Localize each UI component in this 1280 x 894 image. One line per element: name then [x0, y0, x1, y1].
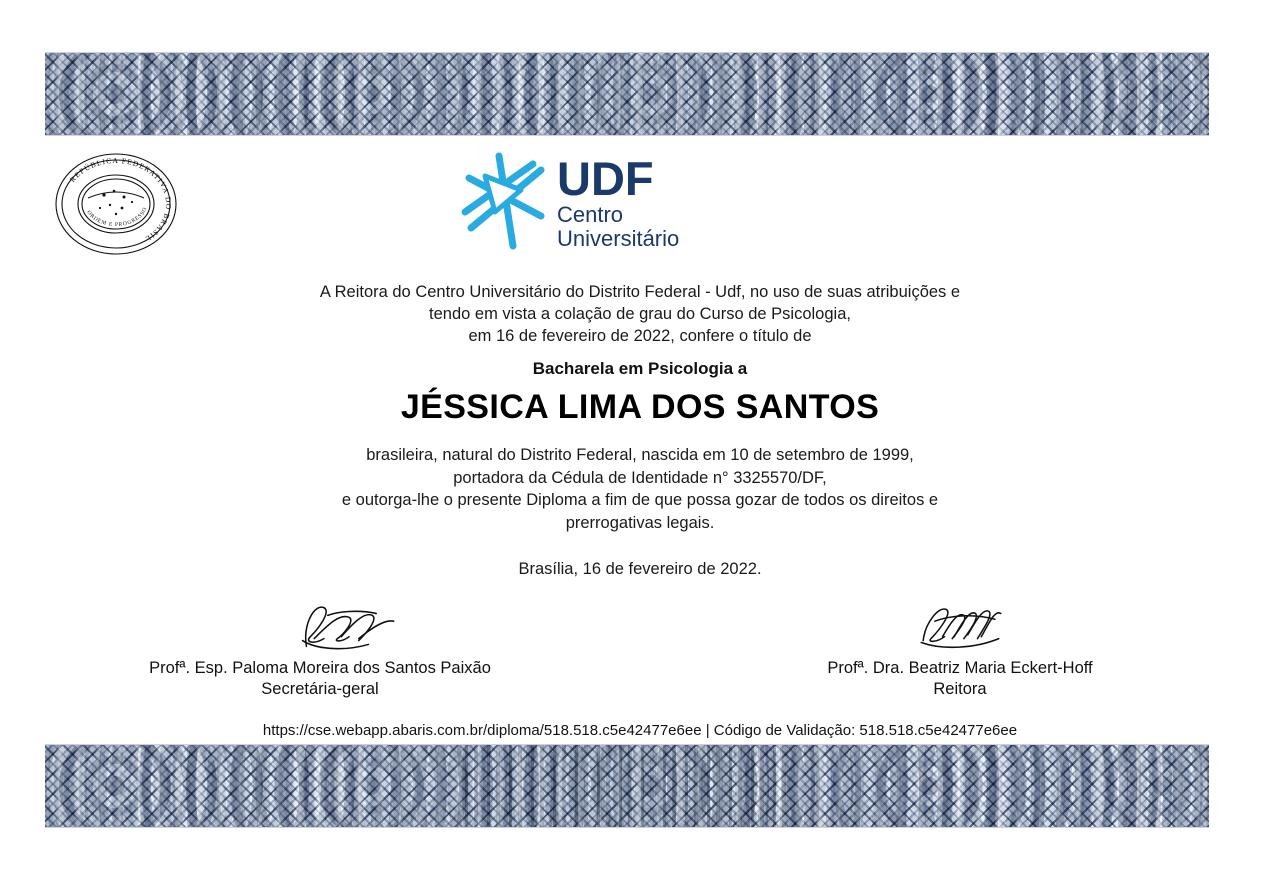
decorative-border-bottom	[45, 744, 1209, 828]
signature-image-secretary	[0, 596, 640, 658]
intro-paragraph	[0, 281, 1280, 347]
signature-name-rector: Profª. Dra. Beatriz Maria Eckert-Hoff	[827, 659, 1093, 677]
intro-line-3: em 16 de fevereiro de 2022, confere o título de	[468, 327, 812, 345]
udf-subtitle-line2: Universitário	[557, 225, 680, 251]
decorative-border-top	[45, 52, 1209, 136]
signature-role-rector: Reitora	[933, 680, 987, 698]
signature-block-rector	[640, 596, 1280, 700]
udf-star-icon	[455, 150, 547, 254]
intro-line-2: tendo em vista a colação de grau do Curso de Psicologia,	[429, 305, 851, 323]
detail-line-3: e outorga-lhe o presente Diploma a fim de que possa gozar de todos os direitos e	[341, 491, 939, 509]
svg-text:REPÚBLICA FEDERATIVA DO BRASIL: REPÚBLICA FEDERATIVA DO BRASIL	[67, 155, 174, 244]
udf-logo	[455, 150, 679, 254]
detail-line-4: prerrogativas legais.	[565, 513, 715, 532]
intro-line-1: A Reitora do Centro Universitário do Distrito Federal - Udf, no uso de suas atribuições e	[319, 283, 961, 301]
signature-image-rector	[640, 596, 1280, 658]
signature-row	[0, 596, 1280, 700]
details-paragraph	[0, 444, 1280, 534]
signature-block-secretary	[0, 596, 640, 700]
signature-role-secretary: Secretária-geral	[261, 680, 379, 698]
signature-name-secretary: Profª. Esp. Paloma Moreira dos Santos Paixão	[149, 659, 491, 677]
detail-line-1: brasileira, natural do Distrito Federal, nascida em 10 de setembro de 1999,	[366, 446, 914, 464]
svg-text:ORDEM E PROGRESSO: ORDEM E PROGRESSO	[85, 206, 149, 229]
validation-line[interactable]: https://cse.webapp.abaris.com.br/diploma/518.518.c5e42477e6ee | Código de Validação: 518.518.c5e42477e6ee	[262, 722, 1018, 739]
republic-seal	[52, 150, 180, 258]
detail-line-2: portadora da Cédula de Identidade n° 3325570/DF,	[453, 468, 827, 487]
place-and-date: Brasília, 16 de fevereiro de 2022.	[518, 560, 762, 578]
udf-wordmark: UDF	[557, 151, 654, 205]
student-name: JÉSSICA LIMA DOS SANTOS	[400, 388, 880, 426]
udf-subtitle-line1: Centro	[557, 201, 624, 227]
degree-title: Bacharela em Psicologia a	[532, 359, 748, 378]
